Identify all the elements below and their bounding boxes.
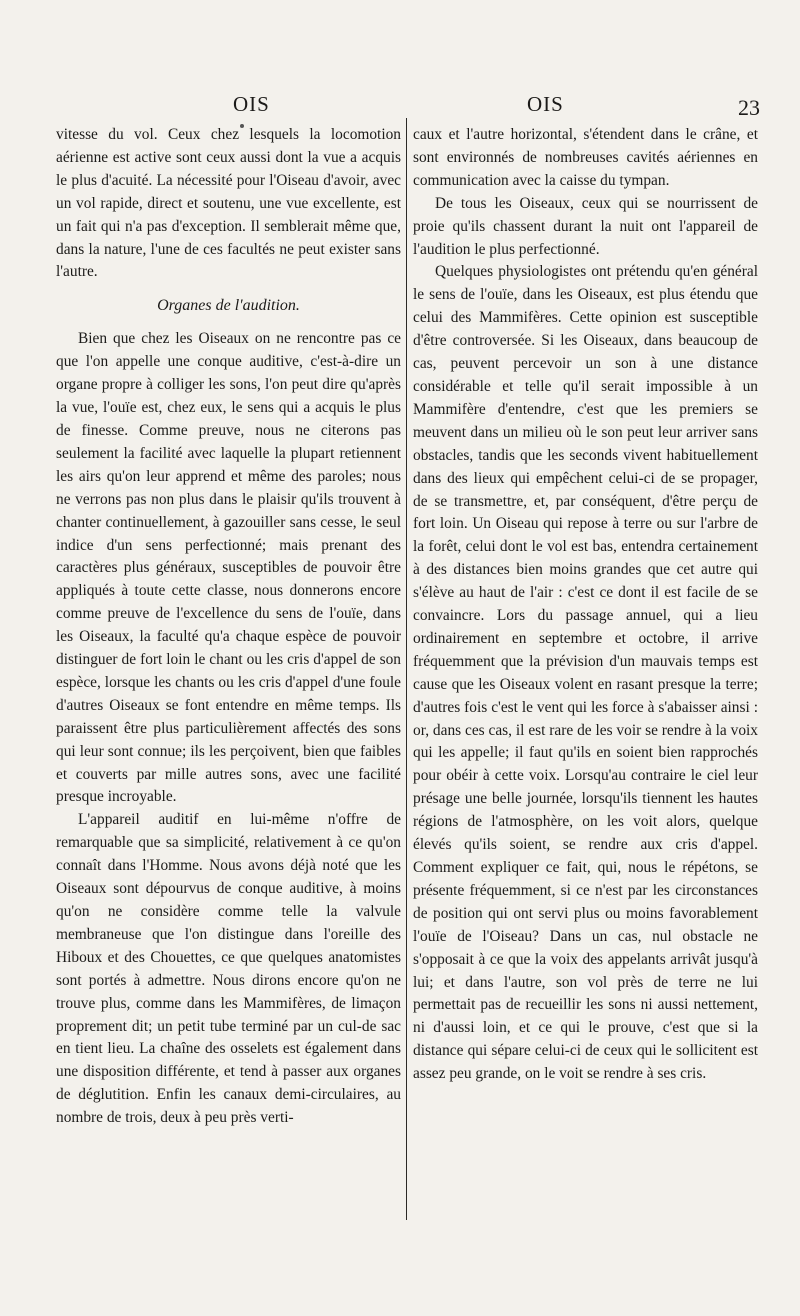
running-head-right: OIS: [527, 92, 564, 116]
paragraph-hearing-range: Quelques physiologistes ont prétendu qu'en général le sens de l'ouïe, dans les Oiseaux, est plus étendu que celui des Mammifères. Cette opinion est susceptible d'être controversée. Si les Oiseaux, dans beaucoup de cas, peuvent percevoir un son à une distance considérable et telle qu'il serait impossible à un Mammifère d'entendre, c'est que les premiers se meuvent dans un milieu où le son peut leur arriver sans obstacles, tandis que les seconds vivent habituellement dans des lieux qui empêchent celui-ci de se propager, de se transmettre, et, par conséquent, d'être perçu de fort loin. Un Oiseau qui repose à terre ou sur l'arbre de la forêt, celui dont le vol est bas, entendra certainement à des distances bien moins grandes que cet autre qui s'élève au haut de l'air : c'est ce dont il est facile de se convaincre. Lors du passage annuel, qui a lieu ordinairement en septembre et octobre, il arrive fréquemment que la prévision d'un mauvais temps est cause que les Oiseaux volent en rasant presque la terre; d'autres fois c'est le vent qui les force à s'abaisser ainsi : or, dans ces cas, il est rare de les voir se rendre à la voix qui les appelle; il faut qu'ils en soient bien rapprochés pour obéir à cette voix. Lorsqu'au contraire le ciel leur présage une belle journée, lorsqu'ils tiennent les hautes régions de l'atmosphère, on les voit alors, quelque élevés qu'ils soient, se rendre aux cris d'appel. Comment expliquer ce fait, qui, nous le répétons, se présente fréquemment, si ce n'est par les circonstances de position qui ont servi plus ou moins favorablement l'ouïe de l'Oiseau? Dans un cas, nul obstacle ne s'opposait à ce que la voix des appelants arrivât jusqu'à lui; et dans l'autre, son vol près de terre ne lui permettait pas de recueillir les sons ni aussi nettement, ni d'aussi loin, et ce qui le prouve, c'est que si la distance qui sépare celui-ci de ceux qui le sollicitent est assez peu grande, on le voit se rendre à ses cris.: [413, 263, 758, 1083]
paragraph-semicircular-canals: caux et l'autre horizontal, s'étendent dans le crâne, et sont environnés de nombreuses cavités aériennes en communication avec la caisse du tympan.: [413, 126, 758, 189]
left-column: [56, 124, 401, 1130]
right-column: [413, 124, 758, 1086]
section-heading-audition: Organes de l'audition.: [157, 297, 300, 315]
paragraph-auditory-apparatus: L'appareil auditif en lui-même n'offre de remarquable que sa simplicité, relativement à ce qu'on connaît dans l'Homme. Nous avons déjà noté que les Oiseaux sont dépourvus de conque auditive, à moins qu'on ne considère comme telle la valvule membraneuse que l'on distingue dans l'oreille des Hiboux et des Chouettes, ce que quelques anatomistes sont portés à admettre. Nous dirons encore qu'on ne trouve plus, comme dans les Mammifères, de limaçon proprement dit; un petit tube terminé par un cul-de sac en tient lieu. La chaîne des osselets est également dans une disposition différente, et tend à passer aux organes de déglutition. Enfin les canaux demi-circulaires, au nombre de trois, deux à peu près verti-: [56, 811, 401, 1127]
paragraph-nocturnal-predators: De tous les Oiseaux, ceux qui se nourrissent de proie qu'ils chassent durant la nuit ont l'appareil de l'audition le plus perfectionné.: [413, 194, 758, 258]
running-head-left: OIS: [233, 92, 270, 116]
page-number: 23: [738, 95, 760, 120]
paragraph-vision-continuation: vitesse du vol. Ceux chez lesquels la locomotion aérienne est active sont ceux aussi dont la vue a acquis le plus d'acuité. La nécessité pour l'Oiseau d'avoir, avec un vol rapide, direct et soutenu, une vue excellente, est un fait qui n'a pas d'exception. Il semblerait même que, dans la nature, l'une de ces facultés ne peut exister sans l'autre.: [56, 126, 401, 281]
paragraph-audition-intro: Bien que chez les Oiseaux on ne rencontre pas ce que l'on appelle une conque auditive, c'est-à-dire un organe propre à colliger les sons, l'on peut dire qu'après la vue, l'ouïe est, chez eux, le sens qui a acquis le plus de finesse. Comme preuve, nous ne citerons pas seulement la facilité avec laquelle la plupart retiennent les airs qu'on leur apprend et même des paroles; nous ne verrons pas non plus dans le plaisir qu'ils trouvent à chanter continuellement, à gazouiller sans cesse, le seul indice d'un sens perfectionné; mais prenant des caractères plus généraux, susceptibles de pouvoir être appliqués à toute cette classe, nous donnerons encore comme preuve de l'excellence du sens de l'ouïe, dans les Oiseaux, la faculté qu'a chaque espèce de pouvoir distinguer de fort loin le chant ou les cris d'appel de son espèce, lorsque les chants ou les cris d'appel d'une foule d'autres Oiseaux se font entendre en même temps. Ils paraissent être plus particulièrement affectés des sons qui leur sont connue; ils les perçoivent, bien que faibles et couverts par mille autres sons, avec une facilité presque incroyable.: [56, 330, 401, 806]
column-divider: [406, 118, 407, 1220]
